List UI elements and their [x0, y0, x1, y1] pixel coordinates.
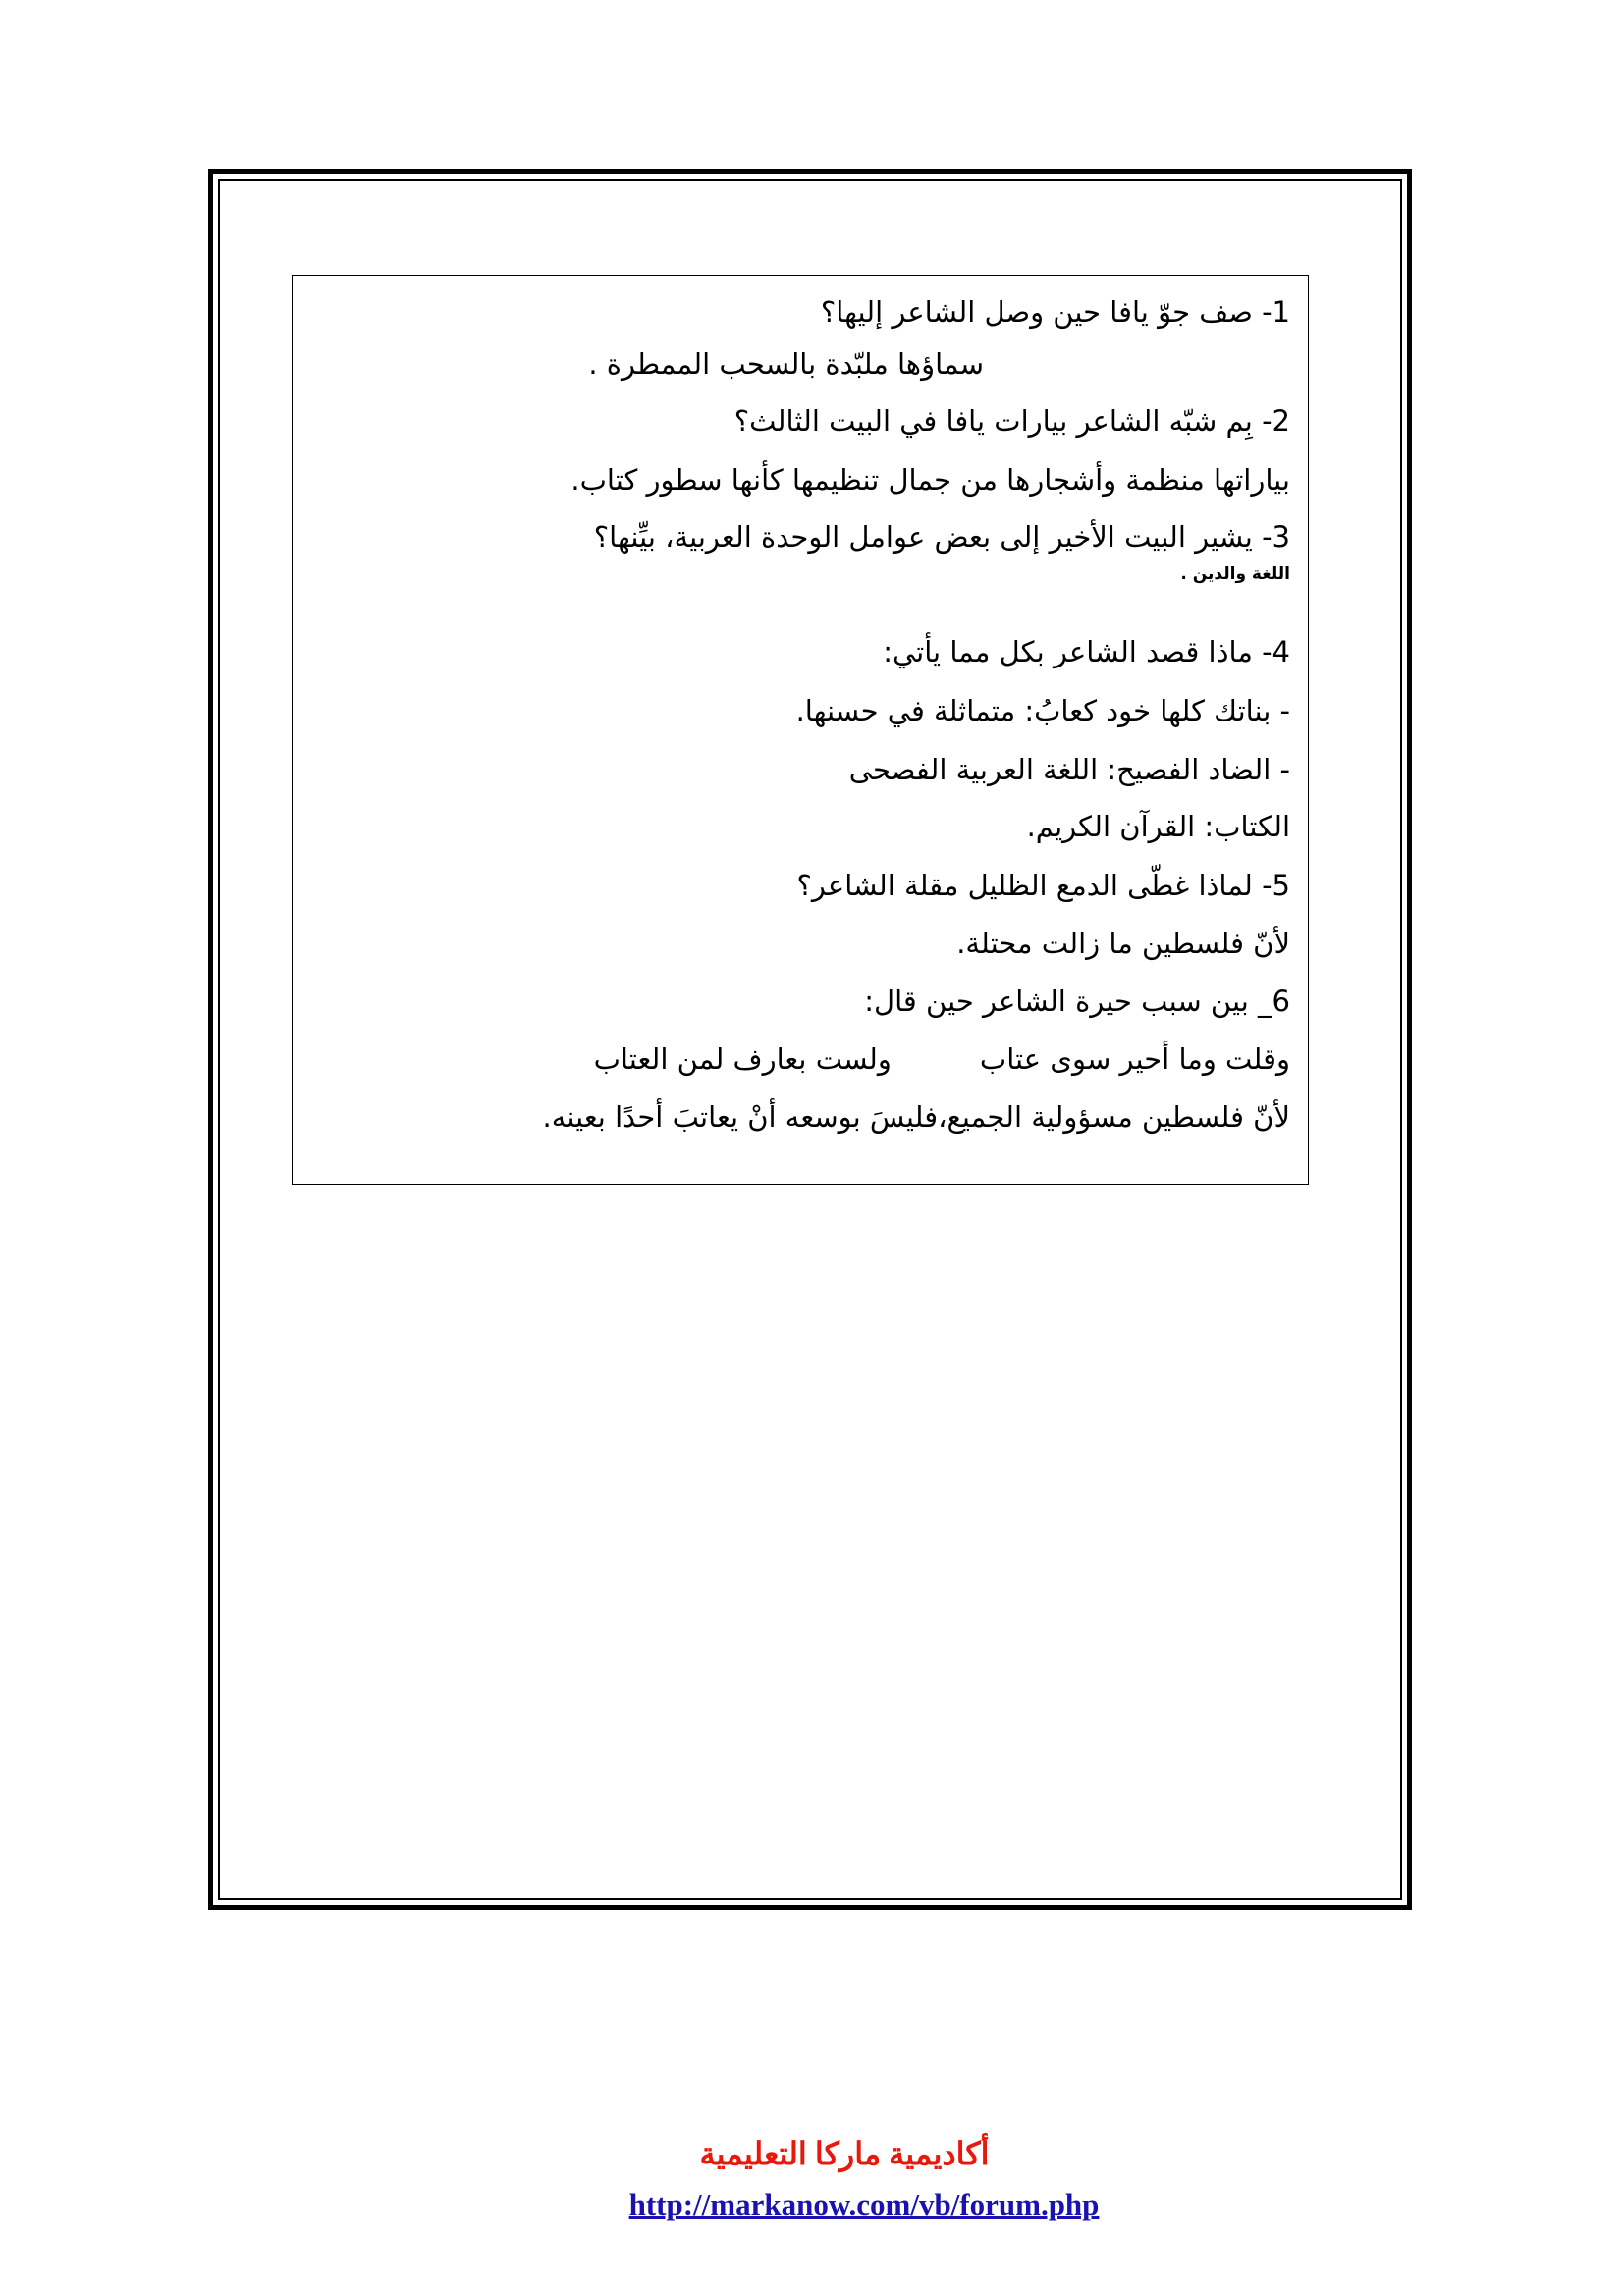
answer-2: بياراتها منظمة وأشجارها من جمال تنظيمها كأنها سطور كتاب. — [570, 463, 1290, 497]
answer-4-item-2: - الضاد الفصيح: اللغة العربية الفصحى — [848, 753, 1290, 786]
poem-verse-second-hemistich: ولست بعارف لمن العتاب — [593, 1042, 892, 1076]
poem-verse — [594, 1040, 1290, 1079]
answer-6: لأنّ فلسطين مسؤولية الجميع،فليسَ بوسعه أنْ يعاتبَ أحدًا بعينه. — [542, 1100, 1290, 1134]
answer-4-item-1: - بناتك كلها خود كعابُ: متماثلة في حسنها. — [795, 694, 1290, 727]
academy-name: أكاديمية ماركا التعليمية — [699, 2136, 990, 2171]
question-6: 6_ بين سبب حيرة الشاعر حين قال: — [864, 985, 1290, 1018]
answer-1: سماؤها ملبّدة بالسحب الممطرة . — [588, 347, 984, 381]
poem-verse-first-hemistich: وقلت وما أحير سوى عتاب — [979, 1042, 1290, 1076]
questions-answers-box — [292, 275, 1309, 1185]
question-2: 2- بِم شبّه الشاعر بيارات يافا في البيت الثالث؟ — [733, 404, 1290, 438]
question-3: 3- يشير البيت الأخير إلى بعض عوامل الوحدة العربية، بيِّنها؟ — [593, 520, 1290, 554]
forum-link[interactable]: http://markanow.com/vb/forum.php — [628, 2187, 1100, 2221]
answer-5: لأنّ فلسطين ما زالت محتلة. — [956, 927, 1290, 960]
question-5: 5- لماذا غطّى الدمع الظليل مقلة الشاعر؟ — [796, 869, 1290, 902]
answer-3: اللغة والدين . — [1180, 564, 1290, 584]
question-1: 1- صف جوّ يافا حين وصل الشاعر إليها؟ — [820, 295, 1290, 329]
answer-4-item-3: الكتاب: القرآن الكريم. — [1026, 810, 1290, 843]
question-4: 4- ماذا قصد الشاعر بكل مما يأتي: — [883, 635, 1290, 668]
